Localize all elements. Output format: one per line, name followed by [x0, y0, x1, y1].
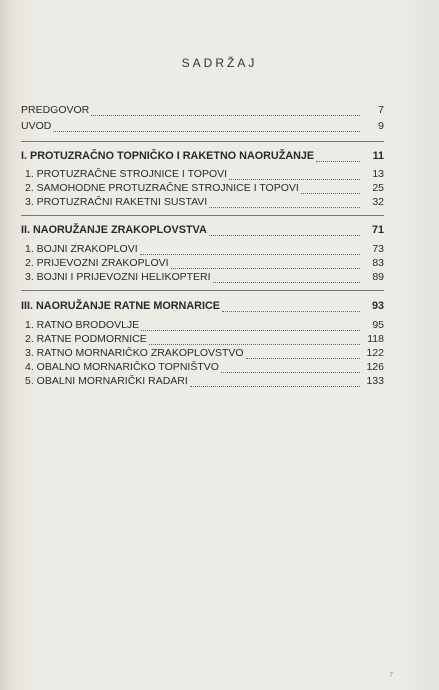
toc-leader-dots — [221, 363, 360, 373]
toc-item — [25, 271, 384, 284]
toc-item-label: 3. PROTUZRAČNI RAKETNI SUSTAVI — [25, 196, 208, 208]
toc-item-page: 25 — [372, 182, 384, 194]
toc-leader-dots — [91, 106, 360, 116]
toc-item-label: 5. OBALNI MORNARIČKI RADARI — [25, 375, 188, 387]
toc-item — [25, 375, 384, 388]
toc-entry-label: UVOD — [21, 120, 52, 132]
toc-section-page: 93 — [371, 300, 384, 312]
toc-section-1 — [21, 150, 384, 163]
toc-item-page: 95 — [372, 319, 384, 331]
toc-item-page: 126 — [366, 361, 384, 373]
toc-item-label: 2. PRIJEVOZNI ZRAKOPLOVI — [25, 257, 169, 269]
toc-leader-dots — [141, 321, 360, 331]
toc-item-page: 89 — [372, 271, 384, 283]
section-divider — [21, 141, 384, 142]
toc-leader-dots — [222, 302, 360, 312]
toc-entry-label: PREDGOVOR — [21, 104, 90, 116]
toc-item-page: 73 — [372, 243, 384, 255]
toc-item-label: 1. RATNO BRODOVLJE — [25, 319, 140, 331]
toc-leader-dots — [140, 245, 360, 255]
toc-entry-introduction — [21, 120, 384, 133]
toc-item — [25, 347, 384, 360]
toc-item-page: 133 — [366, 375, 384, 387]
toc-leader-dots — [301, 184, 360, 194]
page-title: SADRŽAJ — [181, 56, 258, 70]
toc-section-label: II. NAORUŽANJE ZRAKOPLOVSTVA — [21, 224, 207, 236]
toc-item — [25, 182, 384, 195]
toc-item — [25, 243, 384, 256]
toc-section-label: I. PROTUZRAČNO TOPNIČKO I RAKETNO NAORUŽANJE — [21, 150, 315, 162]
toc-item — [25, 333, 384, 346]
toc-leader-dots — [316, 152, 360, 162]
toc-item-label: 1. BOJNI ZRAKOPLOVI — [25, 243, 138, 255]
toc-leader-dots — [213, 273, 360, 283]
toc-item-label: 2. SAMOHODNE PROTUZRAČNE STROJNICE I TOPOVI — [25, 182, 299, 194]
toc-item — [25, 319, 384, 332]
section-divider — [21, 215, 384, 216]
section-divider — [21, 290, 384, 291]
toc-leader-dots — [246, 349, 360, 359]
toc-item-page: 83 — [372, 257, 384, 269]
toc-item-label: 4. OBALNO MORNARIČKO TOPNIŠTVO — [25, 361, 219, 373]
toc-item-page: 118 — [367, 333, 384, 345]
toc-item — [25, 196, 384, 209]
toc-item-page: 122 — [366, 347, 384, 359]
toc-leader-dots — [53, 122, 360, 132]
toc-leader-dots — [209, 198, 360, 208]
toc-item-page: 32 — [372, 196, 384, 208]
toc-leader-dots — [190, 377, 360, 387]
toc-item — [25, 257, 384, 270]
toc-section-3 — [21, 300, 384, 313]
toc-entry-page: 7 — [378, 104, 384, 116]
toc-section-label: III. NAORUŽANJE RATNE MORNARICE — [21, 300, 220, 312]
toc-section-page: 11 — [372, 150, 384, 162]
corner-page-mark: 7 — [389, 672, 393, 679]
toc-leader-dots — [209, 226, 360, 236]
toc-entry-page: 9 — [378, 120, 384, 132]
toc-leader-dots — [149, 335, 360, 345]
toc-item — [25, 168, 384, 181]
toc-section-page: 71 — [371, 224, 384, 236]
toc-section-2 — [21, 224, 384, 237]
toc-item — [25, 361, 384, 374]
toc-leader-dots — [229, 170, 360, 180]
toc-item-label: 2. RATNE PODMORNICE — [25, 333, 147, 345]
toc-item-label: 3. BOJNI I PRIJEVOZNI HELIKOPTERI — [25, 271, 211, 283]
toc-leader-dots — [171, 259, 360, 269]
toc-item-page: 13 — [372, 168, 384, 180]
toc-entry-preface — [21, 104, 384, 117]
toc-item-label: 1. PROTUZRAČNE STROJNICE I TOPOVI — [25, 168, 228, 180]
toc-item-label: 3. RATNO MORNARIČKO ZRAKOPLOVSTVO — [25, 347, 244, 359]
